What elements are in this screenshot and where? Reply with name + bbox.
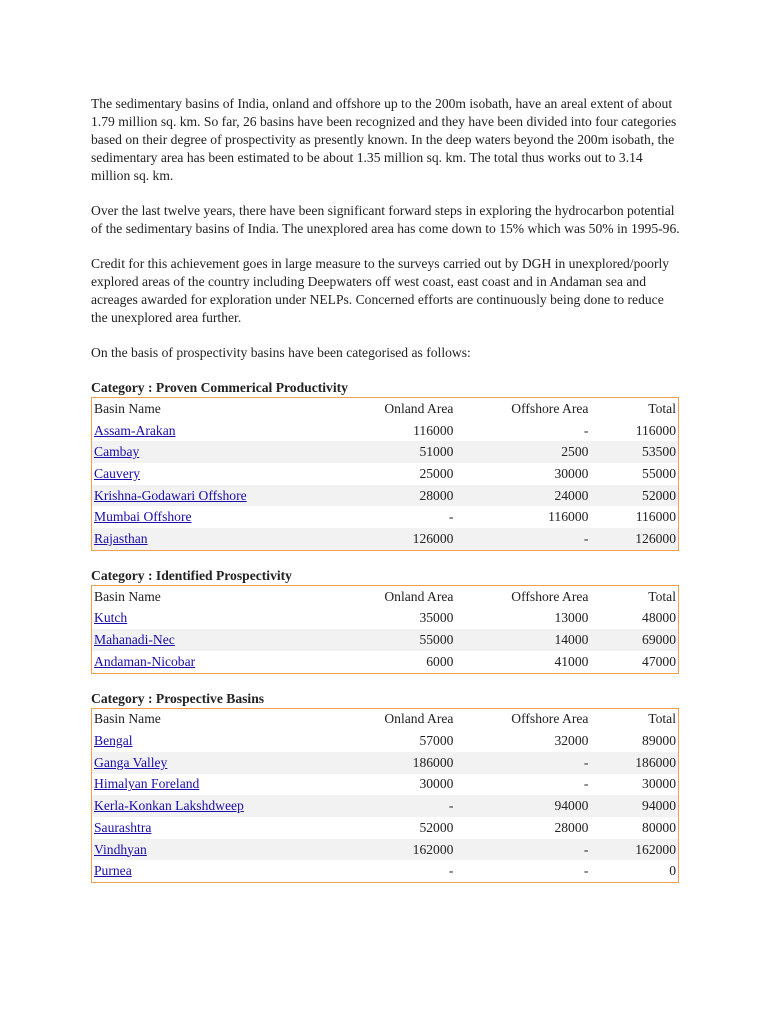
onland-cell: 52000 — [419, 819, 454, 835]
col-header-offshore-area: Offshore Area — [511, 711, 589, 727]
document-body — [91, 95, 681, 899]
total-cell: 116000 — [635, 509, 676, 525]
table-row — [92, 817, 679, 839]
onland-cell: 25000 — [419, 465, 454, 481]
col-header-total: Total — [648, 588, 676, 604]
total-cell: 162000 — [635, 841, 676, 857]
col-header-onland-area: Onland Area — [384, 400, 454, 416]
prospective-basins-table — [91, 708, 679, 884]
onland-cell: 6000 — [426, 653, 454, 669]
onland-cell: 186000 — [412, 754, 454, 770]
total-cell: 186000 — [635, 754, 676, 770]
total-cell: 69000 — [642, 632, 676, 648]
offshore-cell: - — [583, 530, 589, 546]
offshore-cell: 116000 — [548, 509, 589, 525]
col-header-total: Total — [648, 711, 676, 727]
table-row — [92, 730, 679, 752]
offshore-cell: - — [583, 754, 589, 770]
category-title-proven: Category : Proven Commerical Productivity — [91, 380, 348, 395]
total-cell: 55000 — [642, 465, 676, 481]
basin-link-assam-arakan[interactable]: Assam-Arakan — [94, 422, 176, 438]
offshore-cell: - — [583, 422, 589, 438]
total-cell: 80000 — [642, 819, 676, 835]
onland-cell: - — [448, 798, 454, 814]
total-cell: 47000 — [642, 653, 676, 669]
basin-link-vindhyan[interactable]: Vindhyan — [94, 841, 147, 857]
table-row — [92, 506, 679, 528]
onland-cell: 51000 — [419, 444, 454, 460]
table-row — [92, 485, 679, 507]
basin-link-mahanadi-nec[interactable]: Mahanadi-Nec — [94, 632, 175, 648]
col-header-onland-area: Onland Area — [384, 711, 454, 727]
table-row — [92, 860, 679, 882]
table-row — [92, 774, 679, 796]
proven-basins-table — [91, 397, 679, 551]
table-header-row — [92, 585, 679, 607]
onland-cell: - — [448, 863, 454, 879]
table-row — [92, 463, 679, 485]
category-title-identified: Category : Identified Prospectivity — [91, 567, 292, 583]
table-header-row — [92, 708, 679, 730]
offshore-cell: 14000 — [554, 632, 589, 648]
table-row — [92, 651, 679, 673]
credit-paragraph: Credit for this achievement goes in large measure to the surveys carried out by DGH in unexplored/poorly explored areas of the country including Deepwaters off west coast, east coast and in Andaman sea and acreages awarded for exploration under NELPs. Concerned efforts are continuously being done to reduce the unexplored area further. — [91, 256, 670, 325]
basin-link-andaman-nicobar[interactable]: Andaman-Nicobar — [94, 653, 196, 669]
offshore-cell: 13000 — [554, 610, 589, 626]
basin-link-cambay[interactable]: Cambay — [94, 444, 140, 460]
onland-cell: 162000 — [412, 841, 454, 857]
col-header-basin-name: Basin Name — [94, 711, 161, 727]
total-cell: 0 — [669, 863, 676, 879]
table-row — [92, 608, 679, 630]
offshore-cell: - — [583, 841, 589, 857]
basin-link-purnea[interactable]: Purnea — [94, 863, 132, 879]
total-cell: 116000 — [635, 422, 676, 438]
basin-link-bengal[interactable]: Bengal — [94, 733, 133, 749]
offshore-cell: - — [583, 776, 589, 792]
basin-link-himalyan-foreland[interactable]: Himalyan Foreland — [94, 776, 200, 792]
offshore-cell: 41000 — [554, 653, 589, 669]
total-cell: 126000 — [635, 530, 676, 546]
offshore-cell: 2500 — [561, 444, 589, 460]
onland-cell: 116000 — [413, 422, 454, 438]
total-cell: 89000 — [642, 733, 676, 749]
onland-cell: - — [448, 509, 454, 525]
total-cell: 52000 — [642, 487, 676, 503]
identified-basins-table — [91, 585, 679, 674]
col-header-onland-area: Onland Area — [384, 588, 454, 604]
table-row — [92, 420, 679, 442]
basin-link-ganga-valley[interactable]: Ganga Valley — [94, 754, 168, 770]
table-row — [92, 528, 679, 550]
basin-link-mumbai-offshore[interactable]: Mumbai Offshore — [94, 509, 192, 525]
table-row — [92, 839, 679, 861]
offshore-cell: - — [583, 863, 589, 879]
col-header-total: Total — [648, 400, 676, 416]
onland-cell: 126000 — [412, 530, 454, 546]
basin-link-krishna-godawari-offshore[interactable]: Krishna-Godawari Offshore — [94, 487, 247, 503]
basin-link-saurashtra[interactable]: Saurashtra — [94, 819, 152, 835]
col-header-offshore-area: Offshore Area — [511, 588, 589, 604]
progress-paragraph: Over the last twelve years, there have been significant forward steps in exploring the hydrocarbon potential of the sedimentary basins of India. The unexplored area has come down to 15% which was 50% in 1995-96. — [91, 203, 680, 236]
onland-cell: 57000 — [419, 733, 454, 749]
table-row — [92, 441, 679, 463]
basin-link-cauvery[interactable]: Cauvery — [94, 465, 141, 481]
onland-cell: 28000 — [419, 487, 454, 503]
categorisation-paragraph: On the basis of prospectivity basins have been categorised as follows: — [91, 345, 471, 360]
onland-cell: 35000 — [419, 610, 454, 626]
table-row — [92, 629, 679, 651]
offshore-cell: 28000 — [554, 819, 589, 835]
onland-cell: 55000 — [419, 632, 454, 648]
table-row — [92, 752, 679, 774]
intro-paragraph: The sedimentary basins of India, onland and offshore up to the 200m isobath, have an areal extent of about 1.79 million sq. km. So far, 26 basins have been recognized and they have been divided into four categories based on their degree of prospectivity as presently known. In the deep waters beyond the 200m isobath, the sedimentary area has been estimated to be about 1.35 million sq. km. The total thus works out to 3.14 million sq. km. — [91, 96, 677, 183]
col-header-basin-name: Basin Name — [94, 588, 161, 604]
basin-link-kerla-konkan-lakshdweep[interactable]: Kerla-Konkan Lakshdweep — [94, 798, 244, 814]
basin-link-kutch[interactable]: Kutch — [94, 610, 128, 626]
table-row — [92, 795, 679, 817]
total-cell: 30000 — [642, 776, 676, 792]
table-header-row — [92, 398, 679, 420]
col-header-basin-name: Basin Name — [94, 400, 161, 416]
total-cell: 48000 — [642, 610, 676, 626]
total-cell: 94000 — [642, 798, 676, 814]
offshore-cell: 94000 — [554, 798, 589, 814]
offshore-cell: 32000 — [554, 733, 589, 749]
offshore-cell: 30000 — [554, 465, 589, 481]
category-title-prospective: Category : Prospective Basins — [91, 690, 265, 706]
onland-cell: 30000 — [419, 776, 454, 792]
basin-link-rajasthan[interactable]: Rajasthan — [94, 530, 148, 546]
total-cell: 53500 — [642, 444, 676, 460]
offshore-cell: 24000 — [554, 487, 589, 503]
col-header-offshore-area: Offshore Area — [511, 400, 589, 416]
